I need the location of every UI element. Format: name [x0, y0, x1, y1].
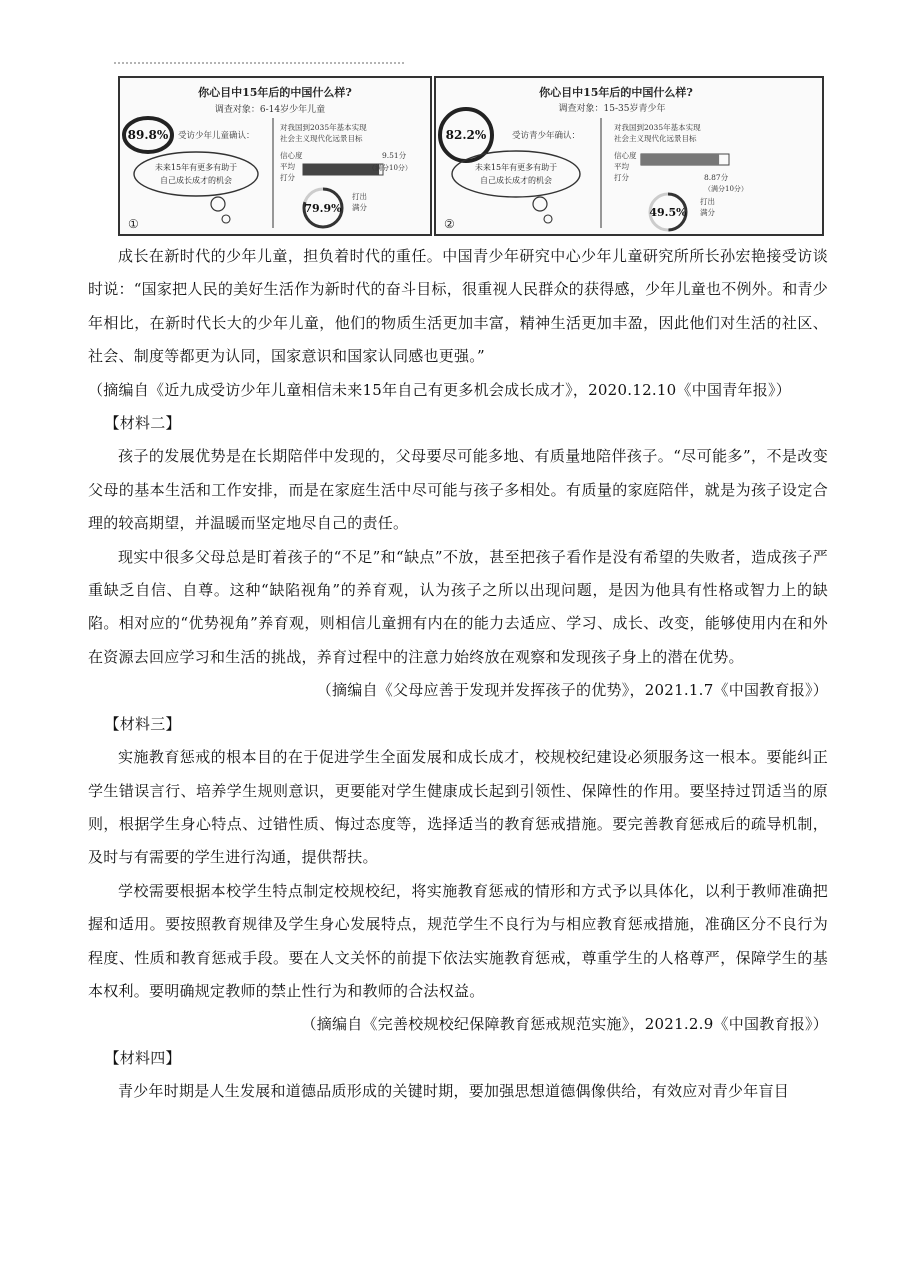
cropped-top-strip: [114, 62, 404, 74]
fig2-bubble-dot-large: [533, 197, 547, 211]
material-4-heading: 【材料四】: [104, 1048, 181, 1067]
fig2-bubble: [452, 151, 580, 197]
fig2-target: 调查对象：15-35岁青少年: [558, 104, 666, 114]
fig2-bubble-line1: 未来15年有更多有助于: [474, 163, 558, 172]
fig2-confirm: 受访青少年确认：: [512, 131, 581, 141]
source-note-2: （摘编自《父母应善于发现并发挥孩子的优势》，2021.1.7《中国教育报》）: [316, 681, 828, 700]
fig1-full-line1: 打出: [352, 192, 367, 201]
fig1-bubble-line2: 自己成长成才的机会: [160, 176, 232, 185]
fig1-full-percent: 79.9%: [304, 202, 342, 215]
fig2-number: ②: [444, 217, 455, 231]
survey-figures: [118, 76, 820, 234]
fig2-score: 8.87分: [704, 173, 729, 182]
fig1-full-line2: 满分: [352, 203, 367, 212]
fig2-full-percent: 49.5%: [649, 206, 687, 219]
fig1-conf-line2: 平均: [280, 162, 295, 171]
survey-figure-2: [434, 76, 824, 236]
fig1-bubble-dot-small: [222, 215, 230, 223]
fig2-goal-line1: 对我国到2035年基本实现: [614, 123, 701, 132]
survey-figure-2-svg: [436, 78, 822, 234]
paragraph-1: 成长在新时代的少年儿童，担负着时代的重任。中国青少年研究中心少年儿童研究所所长孙宏艳接受访谈时说：“国家把人民的美好生活作为新时代的奋斗目标，很重视人民群众的获得感，少年儿童也不例外。和青少年相比，在新时代长大的少年儿童，他们的物质生活更加丰富，精神生活更加丰盈，因此他们对生活的社区、社会、制度等都更为认同，国家意识和国家认同感也更强。”: [88, 247, 828, 366]
survey-figure-1: [118, 76, 432, 236]
fig2-full-line1: 打出: [700, 197, 715, 206]
survey-figure-1-svg: [120, 78, 430, 234]
fig2-score-bar-fill: [641, 154, 719, 165]
material-2-heading: 【材料二】: [104, 414, 181, 433]
fig2-conf-line3: 打分: [614, 173, 629, 182]
fig1-bubble-dot-large: [211, 197, 225, 211]
fig1-target: 调查对象：6-14岁少年儿童: [214, 105, 326, 115]
fig2-bubble-dot-small: [544, 215, 552, 223]
fig2-score-note: （满分10分）: [704, 185, 748, 193]
fig1-score-note: （满分10分）: [368, 164, 412, 172]
fig1-conf-line1: 信心度: [280, 151, 303, 160]
paragraph-5: 学校需要根据本校学生特点制定校规校纪，将实施教育惩戒的情形和方式予以具体化，以利于教师准确把握和适用。要按照教育规律及学生身心发展特点，规范学生不良行为与相应教育惩戒措施，准确区分不良行为程度、性质和教育惩戒手段。要在人文关怀的前提下依法实施教育惩戒，尊重学生的人格尊严，保障学生的基本权利。要明确规定教师的禁止性行为和教师的合法权益。: [88, 881, 828, 1000]
material-3-heading: 【材料三】: [104, 714, 181, 733]
fig2-full-line2: 满分: [700, 208, 715, 217]
fig1-percent: 89.8%: [127, 128, 169, 142]
fig2-conf-line1: 信心度: [614, 151, 637, 160]
article-body: [88, 240, 828, 1109]
paragraph-3: 现实中很多父母总是盯着孩子的“不足”和“缺点”不放，甚至把孩子看作是没有希望的失败者，造成孩子严重缺乏自信、自尊。这种“缺陷视角”的养育观，认为孩子之所以出现问题，是因为他具有性格或智力上的缺陷。相对应的“优势视角”养育观，则相信儿童拥有内在的能力去适应、学习、成长、改变，能够使用内在和外在资源去回应学习和生活的挑战，养育过程中的注意力始终放在观察和发现孩子身上的潜在优势。: [88, 547, 828, 666]
source-note-3: （摘编自《完善校规校纪保障教育惩戒规范实施》，2021.2.9《中国教育报》）: [301, 1015, 828, 1034]
fig2-title: 你心目中15年后的中国什么样?: [539, 86, 693, 99]
fig1-confirm: 受访少年儿童确认：: [178, 131, 255, 141]
paragraph-4: 实施教育惩戒的根本目的在于促进学生全面发展和成长成才，校规校纪建设必须服务这一根本。要能纠正学生错误言行、培养学生规则意识，更要能对学生健康成长起到引领性、保障性的作用。要坚持过罚适当的原则，根据学生身心特点、过错性质、悔过态度等，选择适当的教育惩戒措施。要完善教育惩戒后的疏导机制，及时与有需要的学生进行沟通，提供帮扶。: [88, 748, 828, 867]
fig1-number: ①: [128, 217, 139, 231]
fig2-percent: 82.2%: [445, 128, 487, 142]
paragraph-2: 孩子的发展优势是在长期陪伴中发现的，父母要尽可能多地、有质量地陪伴孩子。“尽可能多”，不是改变父母的基本生活和工作安排，而是在家庭生活中尽可能与孩子多相处。有质量的家庭陪伴，就是为孩子设定合理的较高期望，并温暖而坚定地尽自己的责任。: [88, 447, 828, 533]
fig1-goal-line1: 对我国到2035年基本实现: [280, 123, 367, 132]
fig2-bubble-line2: 自己成长成才的机会: [480, 176, 552, 185]
paragraph-6: 青少年时期是人生发展和道德品质形成的关键时期，要加强思想道德偶像供给，有效应对青少年盲目: [118, 1082, 790, 1101]
fig1-conf-line3: 打分: [280, 173, 295, 182]
fig1-score: 9.51分: [382, 151, 407, 160]
fig2-conf-line2: 平均: [614, 162, 629, 171]
source-note-1: （摘编自《近九成受访少年儿童相信未来15年自己有更多机会成长成才》，2020.12.10《中国青年报》）: [88, 380, 791, 399]
fig1-bubble-line1: 未来15年有更多有助于: [154, 163, 238, 172]
fig1-bubble: [134, 152, 258, 196]
fig1-title: 你心目中15年后的中国什么样?: [198, 86, 352, 99]
fig2-goal-line2: 社会主义现代化远景目标: [614, 134, 697, 143]
fig1-goal-line2: 社会主义现代化远景目标: [280, 134, 363, 143]
